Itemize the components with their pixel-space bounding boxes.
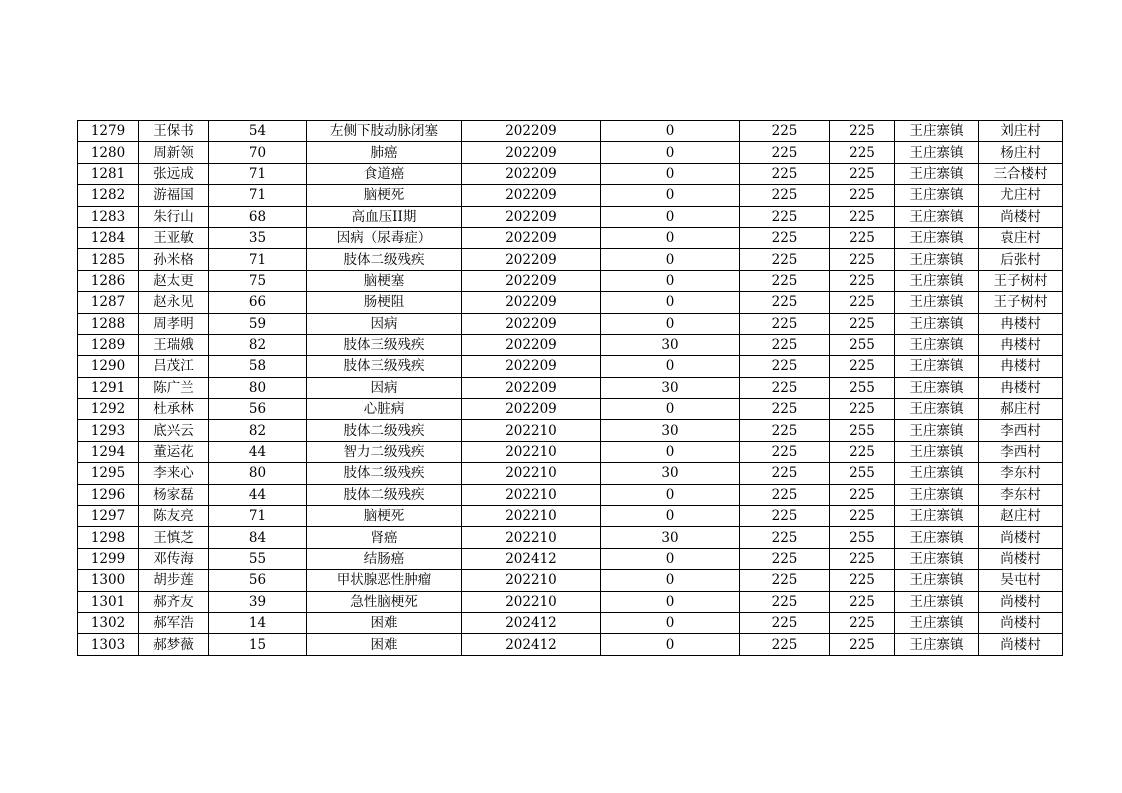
cell-age: 68 [209, 206, 307, 227]
cell-extra: 0 [601, 270, 740, 291]
cell-month: 202210 [462, 463, 601, 484]
cell-base: 225 [740, 634, 830, 655]
cell-number: 1293 [78, 420, 139, 441]
cell-base: 225 [740, 484, 830, 505]
cell-extra: 0 [601, 206, 740, 227]
cell-number: 1290 [78, 356, 139, 377]
cell-total: 225 [830, 570, 895, 591]
cell-number: 1300 [78, 570, 139, 591]
cell-age: 71 [209, 249, 307, 270]
cell-town: 王庄寨镇 [895, 484, 979, 505]
cell-town: 王庄寨镇 [895, 634, 979, 655]
cell-number: 1292 [78, 399, 139, 420]
cell-base: 225 [740, 591, 830, 612]
cell-extra: 0 [601, 163, 740, 184]
cell-condition: 急性脑梗死 [307, 591, 462, 612]
cell-condition: 困难 [307, 634, 462, 655]
cell-base: 225 [740, 612, 830, 633]
cell-name: 朱行山 [139, 206, 209, 227]
table-row [78, 399, 1063, 420]
cell-month: 202209 [462, 356, 601, 377]
cell-condition: 因病（尿毒症） [307, 227, 462, 248]
cell-number: 1286 [78, 270, 139, 291]
cell-town: 王庄寨镇 [895, 420, 979, 441]
cell-extra: 0 [601, 227, 740, 248]
cell-village: 赵庄村 [979, 506, 1063, 527]
cell-number: 1279 [78, 121, 139, 142]
cell-town: 王庄寨镇 [895, 441, 979, 462]
cell-age: 35 [209, 227, 307, 248]
table-row [78, 420, 1063, 441]
cell-month: 202210 [462, 506, 601, 527]
cell-age: 56 [209, 570, 307, 591]
cell-name: 周孝明 [139, 313, 209, 334]
cell-village: 后张村 [979, 249, 1063, 270]
cell-age: 71 [209, 506, 307, 527]
cell-village: 王子树村 [979, 270, 1063, 291]
cell-town: 王庄寨镇 [895, 163, 979, 184]
cell-name: 游福国 [139, 185, 209, 206]
cell-month: 202412 [462, 612, 601, 633]
cell-name: 吕茂江 [139, 356, 209, 377]
cell-extra: 0 [601, 548, 740, 569]
cell-town: 王庄寨镇 [895, 612, 979, 633]
cell-age: 58 [209, 356, 307, 377]
cell-month: 202209 [462, 270, 601, 291]
cell-total: 225 [830, 441, 895, 462]
cell-number: 1295 [78, 463, 139, 484]
cell-extra: 30 [601, 527, 740, 548]
table-row [78, 270, 1063, 291]
table-row [78, 570, 1063, 591]
cell-extra: 0 [601, 399, 740, 420]
table-row [78, 142, 1063, 163]
cell-age: 44 [209, 484, 307, 505]
cell-month: 202210 [462, 484, 601, 505]
table-row [78, 292, 1063, 313]
cell-month: 202209 [462, 249, 601, 270]
cell-extra: 0 [601, 634, 740, 655]
cell-extra: 0 [601, 441, 740, 462]
cell-month: 202209 [462, 227, 601, 248]
cell-condition: 肢体二级残疾 [307, 463, 462, 484]
cell-condition: 肢体三级残疾 [307, 334, 462, 355]
cell-extra: 30 [601, 463, 740, 484]
cell-total: 225 [830, 249, 895, 270]
cell-month: 202209 [462, 334, 601, 355]
cell-town: 王庄寨镇 [895, 227, 979, 248]
cell-base: 225 [740, 420, 830, 441]
cell-number: 1294 [78, 441, 139, 462]
cell-village: 冉楼村 [979, 356, 1063, 377]
table-row [78, 484, 1063, 505]
cell-number: 1280 [78, 142, 139, 163]
cell-age: 44 [209, 441, 307, 462]
cell-name: 周新领 [139, 142, 209, 163]
cell-extra: 0 [601, 185, 740, 206]
cell-number: 1301 [78, 591, 139, 612]
cell-base: 225 [740, 570, 830, 591]
cell-total: 255 [830, 334, 895, 355]
cell-number: 1284 [78, 227, 139, 248]
cell-condition: 高血压II期 [307, 206, 462, 227]
table-row [78, 121, 1063, 142]
cell-age: 82 [209, 334, 307, 355]
cell-total: 225 [830, 484, 895, 505]
cell-month: 202412 [462, 634, 601, 655]
cell-extra: 0 [601, 313, 740, 334]
cell-age: 82 [209, 420, 307, 441]
cell-base: 225 [740, 334, 830, 355]
cell-name: 王亚敏 [139, 227, 209, 248]
table-row [78, 163, 1063, 184]
cell-base: 225 [740, 399, 830, 420]
cell-month: 202210 [462, 527, 601, 548]
cell-total: 225 [830, 227, 895, 248]
cell-base: 225 [740, 227, 830, 248]
cell-month: 202210 [462, 441, 601, 462]
cell-number: 1299 [78, 548, 139, 569]
cell-age: 15 [209, 634, 307, 655]
cell-age: 80 [209, 463, 307, 484]
cell-village: 尚楼村 [979, 591, 1063, 612]
cell-base: 225 [740, 506, 830, 527]
cell-town: 王庄寨镇 [895, 356, 979, 377]
cell-village: 冉楼村 [979, 377, 1063, 398]
table-row [78, 313, 1063, 334]
cell-month: 202209 [462, 142, 601, 163]
cell-village: 尚楼村 [979, 206, 1063, 227]
cell-extra: 0 [601, 612, 740, 633]
cell-number: 1298 [78, 527, 139, 548]
cell-age: 84 [209, 527, 307, 548]
cell-name: 陈友亮 [139, 506, 209, 527]
cell-month: 202209 [462, 163, 601, 184]
cell-village: 李东村 [979, 463, 1063, 484]
table-row [78, 527, 1063, 548]
cell-name: 董运花 [139, 441, 209, 462]
cell-town: 王庄寨镇 [895, 121, 979, 142]
cell-name: 李来心 [139, 463, 209, 484]
table-row [78, 206, 1063, 227]
cell-condition: 肾癌 [307, 527, 462, 548]
cell-extra: 0 [601, 591, 740, 612]
cell-age: 80 [209, 377, 307, 398]
cell-town: 王庄寨镇 [895, 399, 979, 420]
cell-base: 225 [740, 313, 830, 334]
table-row [78, 334, 1063, 355]
cell-total: 255 [830, 420, 895, 441]
cell-number: 1296 [78, 484, 139, 505]
cell-total: 225 [830, 185, 895, 206]
cell-name: 张远成 [139, 163, 209, 184]
cell-name: 邓传海 [139, 548, 209, 569]
cell-name: 陈广兰 [139, 377, 209, 398]
cell-condition: 肢体三级残疾 [307, 356, 462, 377]
table-row [78, 356, 1063, 377]
cell-name: 杜承林 [139, 399, 209, 420]
cell-condition: 肠梗阻 [307, 292, 462, 313]
cell-total: 225 [830, 292, 895, 313]
cell-age: 54 [209, 121, 307, 142]
cell-extra: 0 [601, 292, 740, 313]
cell-town: 王庄寨镇 [895, 377, 979, 398]
table-row [78, 591, 1063, 612]
cell-total: 255 [830, 377, 895, 398]
cell-village: 尚楼村 [979, 548, 1063, 569]
cell-condition: 因病 [307, 313, 462, 334]
cell-total: 255 [830, 463, 895, 484]
cell-number: 1289 [78, 334, 139, 355]
cell-village: 三合楼村 [979, 163, 1063, 184]
cell-age: 59 [209, 313, 307, 334]
cell-month: 202209 [462, 377, 601, 398]
cell-month: 202412 [462, 548, 601, 569]
cell-town: 王庄寨镇 [895, 292, 979, 313]
cell-condition: 智力二级残疾 [307, 441, 462, 462]
cell-base: 225 [740, 292, 830, 313]
cell-name: 王瑞娥 [139, 334, 209, 355]
table-row [78, 185, 1063, 206]
cell-condition: 脑梗死 [307, 506, 462, 527]
cell-village: 尤庄村 [979, 185, 1063, 206]
table-row [78, 612, 1063, 633]
table-row [78, 634, 1063, 655]
cell-town: 王庄寨镇 [895, 185, 979, 206]
cell-name: 赵太更 [139, 270, 209, 291]
cell-base: 225 [740, 356, 830, 377]
cell-village: 尚楼村 [979, 527, 1063, 548]
cell-base: 225 [740, 163, 830, 184]
cell-extra: 0 [601, 121, 740, 142]
cell-total: 225 [830, 591, 895, 612]
cell-name: 郝军浩 [139, 612, 209, 633]
cell-condition: 心脏病 [307, 399, 462, 420]
cell-village: 袁庄村 [979, 227, 1063, 248]
cell-age: 66 [209, 292, 307, 313]
cell-condition: 脑梗死 [307, 185, 462, 206]
cell-extra: 30 [601, 420, 740, 441]
cell-number: 1282 [78, 185, 139, 206]
cell-town: 王庄寨镇 [895, 270, 979, 291]
cell-name: 王保书 [139, 121, 209, 142]
cell-total: 225 [830, 634, 895, 655]
cell-extra: 0 [601, 570, 740, 591]
cell-name: 郝梦薇 [139, 634, 209, 655]
cell-month: 202209 [462, 121, 601, 142]
cell-number: 1297 [78, 506, 139, 527]
cell-extra: 30 [601, 377, 740, 398]
cell-condition: 食道癌 [307, 163, 462, 184]
cell-total: 225 [830, 356, 895, 377]
cell-base: 225 [740, 206, 830, 227]
cell-total: 225 [830, 270, 895, 291]
cell-month: 202209 [462, 185, 601, 206]
cell-base: 225 [740, 249, 830, 270]
cell-total: 225 [830, 399, 895, 420]
table-row [78, 506, 1063, 527]
cell-base: 225 [740, 463, 830, 484]
cell-town: 王庄寨镇 [895, 249, 979, 270]
cell-village: 冉楼村 [979, 313, 1063, 334]
cell-name: 底兴云 [139, 420, 209, 441]
cell-number: 1283 [78, 206, 139, 227]
cell-condition: 肢体二级残疾 [307, 484, 462, 505]
cell-condition: 肢体二级残疾 [307, 249, 462, 270]
cell-age: 71 [209, 185, 307, 206]
cell-extra: 0 [601, 249, 740, 270]
cell-month: 202210 [462, 420, 601, 441]
table-row [78, 441, 1063, 462]
cell-town: 王庄寨镇 [895, 527, 979, 548]
cell-base: 225 [740, 377, 830, 398]
cell-condition: 因病 [307, 377, 462, 398]
cell-month: 202210 [462, 570, 601, 591]
cell-extra: 0 [601, 142, 740, 163]
cell-base: 225 [740, 527, 830, 548]
cell-condition: 肢体二级残疾 [307, 420, 462, 441]
cell-town: 王庄寨镇 [895, 334, 979, 355]
table-body [78, 121, 1063, 656]
cell-month: 202210 [462, 591, 601, 612]
cell-town: 王庄寨镇 [895, 142, 979, 163]
cell-total: 225 [830, 142, 895, 163]
cell-age: 55 [209, 548, 307, 569]
cell-town: 王庄寨镇 [895, 506, 979, 527]
cell-condition: 甲状腺恶性肿瘤 [307, 570, 462, 591]
cell-number: 1287 [78, 292, 139, 313]
cell-village: 尚楼村 [979, 612, 1063, 633]
cell-total: 255 [830, 527, 895, 548]
cell-total: 225 [830, 163, 895, 184]
cell-base: 225 [740, 548, 830, 569]
cell-condition: 左侧下肢动脉闭塞 [307, 121, 462, 142]
table-row [78, 548, 1063, 569]
assistance-table [77, 120, 1063, 656]
cell-village: 杨庄村 [979, 142, 1063, 163]
cell-town: 王庄寨镇 [895, 206, 979, 227]
cell-number: 1281 [78, 163, 139, 184]
cell-village: 李西村 [979, 420, 1063, 441]
cell-month: 202209 [462, 206, 601, 227]
cell-month: 202209 [462, 292, 601, 313]
cell-age: 71 [209, 163, 307, 184]
cell-village: 李东村 [979, 484, 1063, 505]
cell-age: 70 [209, 142, 307, 163]
cell-condition: 结肠癌 [307, 548, 462, 569]
cell-base: 225 [740, 441, 830, 462]
cell-age: 14 [209, 612, 307, 633]
cell-village: 尚楼村 [979, 634, 1063, 655]
cell-base: 225 [740, 142, 830, 163]
cell-condition: 困难 [307, 612, 462, 633]
cell-total: 225 [830, 612, 895, 633]
cell-village: 冉楼村 [979, 334, 1063, 355]
cell-condition: 肺癌 [307, 142, 462, 163]
cell-extra: 30 [601, 334, 740, 355]
cell-village: 王子树村 [979, 292, 1063, 313]
table-row [78, 463, 1063, 484]
cell-village: 吴屯村 [979, 570, 1063, 591]
cell-town: 王庄寨镇 [895, 591, 979, 612]
cell-total: 225 [830, 121, 895, 142]
cell-name: 胡步莲 [139, 570, 209, 591]
cell-total: 225 [830, 506, 895, 527]
cell-total: 225 [830, 548, 895, 569]
cell-total: 225 [830, 206, 895, 227]
cell-town: 王庄寨镇 [895, 548, 979, 569]
cell-total: 225 [830, 313, 895, 334]
cell-number: 1285 [78, 249, 139, 270]
table-row [78, 377, 1063, 398]
cell-name: 孙米格 [139, 249, 209, 270]
cell-month: 202209 [462, 313, 601, 334]
cell-age: 39 [209, 591, 307, 612]
cell-name: 赵永见 [139, 292, 209, 313]
cell-name: 郝齐友 [139, 591, 209, 612]
cell-town: 王庄寨镇 [895, 313, 979, 334]
cell-base: 225 [740, 121, 830, 142]
cell-number: 1303 [78, 634, 139, 655]
cell-age: 56 [209, 399, 307, 420]
cell-town: 王庄寨镇 [895, 463, 979, 484]
cell-town: 王庄寨镇 [895, 570, 979, 591]
cell-condition: 脑梗塞 [307, 270, 462, 291]
cell-number: 1302 [78, 612, 139, 633]
cell-age: 75 [209, 270, 307, 291]
cell-name: 王慎芝 [139, 527, 209, 548]
cell-month: 202209 [462, 399, 601, 420]
cell-name: 杨家磊 [139, 484, 209, 505]
cell-extra: 0 [601, 484, 740, 505]
cell-village: 李西村 [979, 441, 1063, 462]
cell-extra: 0 [601, 356, 740, 377]
cell-village: 刘庄村 [979, 121, 1063, 142]
cell-number: 1288 [78, 313, 139, 334]
cell-extra: 0 [601, 506, 740, 527]
cell-base: 225 [740, 270, 830, 291]
cell-base: 225 [740, 185, 830, 206]
cell-village: 郝庄村 [979, 399, 1063, 420]
table-row [78, 249, 1063, 270]
table-row [78, 227, 1063, 248]
cell-number: 1291 [78, 377, 139, 398]
